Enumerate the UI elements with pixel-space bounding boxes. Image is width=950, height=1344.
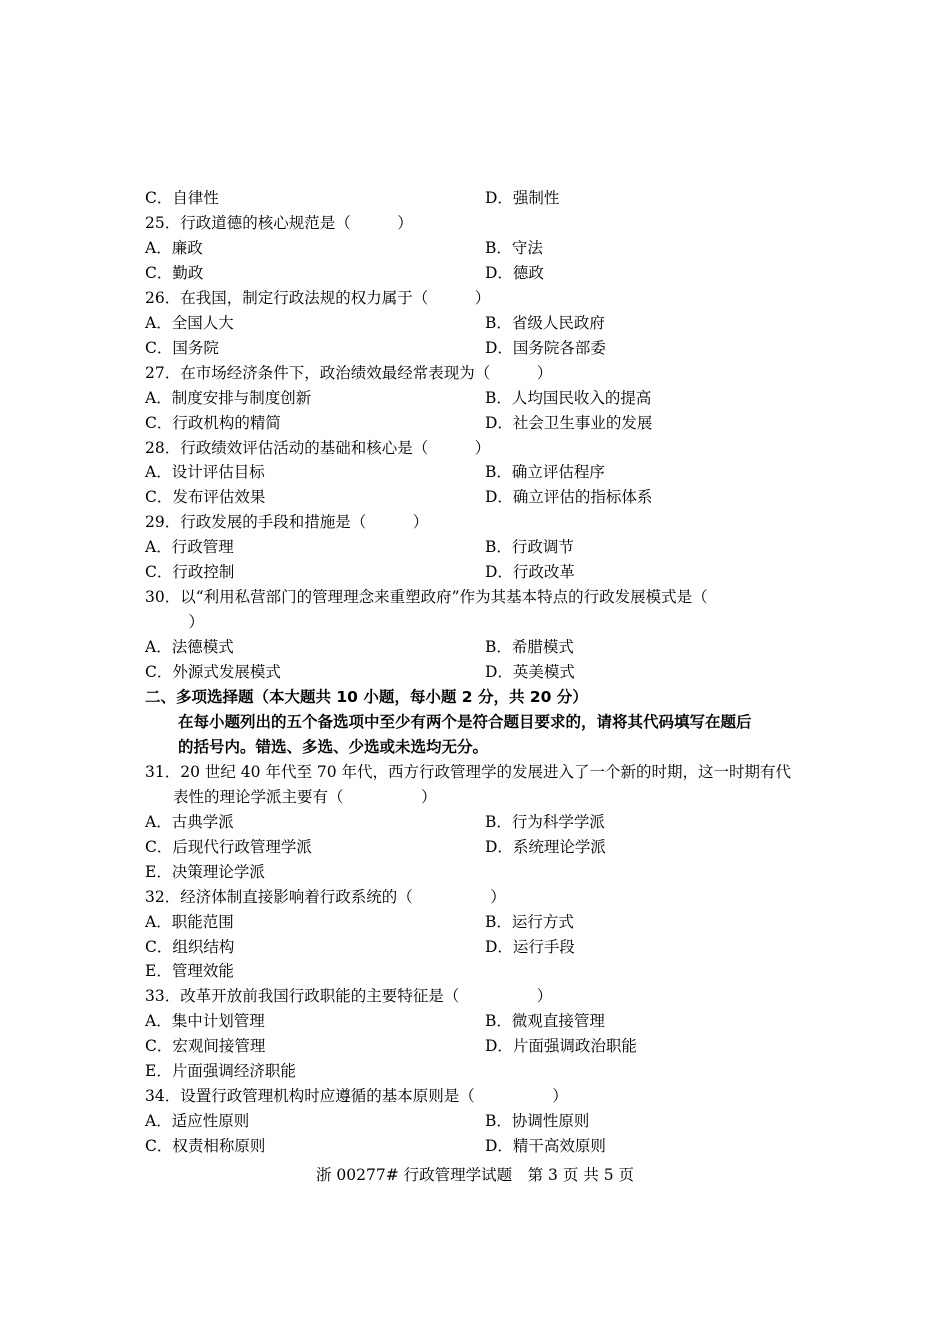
option-right: B．省级人民政府 — [485, 313, 605, 332]
option-left: A．行政管理 — [145, 538, 234, 557]
section-heading: 二、多项选择题（本大题共 10 小题，每小题 2 分，共 20 分） — [145, 688, 588, 706]
option-left: C．勤政 — [145, 263, 204, 282]
option-right: D．精干高效原则 — [485, 1137, 606, 1156]
option-left: C．发布评估效果 — [145, 488, 266, 507]
option-left: A．适应性原则 — [145, 1112, 250, 1131]
option-row — [145, 935, 815, 960]
option-row — [145, 485, 815, 510]
option-row — [145, 1059, 815, 1084]
option-row — [145, 560, 815, 585]
question-stem: 33．改革开放前我国行政职能的主要特征是（ ） — [145, 987, 553, 1006]
option-left: E．片面强调经济职能 — [145, 1062, 296, 1081]
question-stem: 26．在我国，制定行政法规的权力属于（ ） — [145, 288, 491, 307]
option-row — [145, 311, 815, 336]
option-row — [145, 1109, 815, 1134]
option-right: B．确立评估程序 — [485, 463, 605, 482]
option-row — [145, 236, 815, 261]
option-right: D．运行手段 — [485, 937, 575, 956]
question-stem: 27．在市场经济条件下，政治绩效最经常表现为（ ） — [145, 363, 553, 382]
option-right: D．德政 — [485, 263, 544, 282]
question-stem: 34．设置行政管理机构时应遵循的基本原则是（ ） — [145, 1087, 568, 1106]
option-row — [145, 336, 815, 361]
section-instructions: 的括号内。错选、多选、少选或未选均无分。 — [178, 737, 489, 756]
option-row — [145, 1034, 815, 1059]
option-left: A．古典学派 — [145, 812, 234, 831]
option-right: D．系统理论学派 — [485, 837, 606, 856]
option-row — [145, 411, 815, 436]
option-right: B．协调性原则 — [485, 1112, 590, 1131]
option-right: D．国务院各部委 — [485, 338, 606, 357]
option-row — [145, 186, 815, 211]
option-left: C．行政控制 — [145, 563, 235, 582]
option-row — [145, 835, 815, 860]
option-right: D．社会卫生事业的发展 — [485, 413, 653, 432]
option-right: D．行政改革 — [485, 563, 575, 582]
option-row — [145, 910, 815, 935]
option-left: A．全国人大 — [145, 313, 234, 332]
option-left: E．决策理论学派 — [145, 862, 265, 881]
question-stem-continuation: 表性的理论学派主要有（ ） — [173, 787, 437, 806]
option-left: A．廉政 — [145, 238, 203, 257]
option-row — [145, 460, 815, 485]
question-stem: 25．行政道德的核心规范是（ ） — [145, 213, 413, 232]
option-right: B．运行方式 — [485, 912, 574, 931]
question-stem-continuation: ） — [173, 613, 205, 632]
option-right: D．确立评估的指标体系 — [485, 488, 653, 507]
option-row — [145, 860, 815, 885]
option-right: B．希腊模式 — [485, 638, 574, 657]
option-row — [145, 959, 815, 984]
option-row — [145, 261, 815, 286]
option-row — [145, 810, 815, 835]
question-stem: 32．经济体制直接影响着行政系统的（ ） — [145, 887, 506, 906]
option-right: B．微观直接管理 — [485, 1012, 605, 1031]
option-left: A．职能范围 — [145, 912, 234, 931]
option-right: D．英美模式 — [485, 663, 575, 682]
question-stem: 29．行政发展的手段和措施是（ ） — [145, 513, 429, 532]
option-right: B．行为科学学派 — [485, 812, 605, 831]
option-left: E．管理效能 — [145, 962, 234, 981]
option-left: C．行政机构的精简 — [145, 413, 281, 432]
option-left: C．外源式发展模式 — [145, 663, 281, 682]
option-left: C．自律性 — [145, 189, 219, 207]
option-row — [145, 535, 815, 560]
question-stem: 28．行政绩效评估活动的基础和核心是（ ） — [145, 438, 491, 457]
question-stem: 31．20 世纪 40 年代至 70 年代，西方行政管理学的发展进入了一个新的时期，这一时期有代 — [145, 762, 792, 781]
option-left: C．宏观间接管理 — [145, 1037, 266, 1056]
section-instructions: 在每小题列出的五个备选项中至少有两个是符合题目要求的，请将其代码填写在题后 — [178, 712, 752, 731]
option-left: A．法德模式 — [145, 638, 234, 657]
option-left: A．制度安排与制度创新 — [145, 388, 312, 407]
option-row — [145, 1009, 815, 1034]
option-row — [145, 660, 815, 685]
option-right: D．强制性 — [485, 189, 560, 207]
option-left: C．组织结构 — [145, 937, 235, 956]
option-row — [145, 386, 815, 411]
option-left: A．设计评估目标 — [145, 463, 265, 482]
option-left: C．国务院 — [145, 338, 219, 357]
option-left: C．后现代行政管理学派 — [145, 837, 312, 856]
option-left: C．权责相称原则 — [145, 1137, 266, 1156]
option-left: A．集中计划管理 — [145, 1012, 265, 1031]
option-right: D．片面强调政治职能 — [485, 1037, 637, 1056]
option-right: B．守法 — [485, 238, 543, 257]
page-footer: 浙 00277# 行政管理学试题 第 3 页 共 5 页 — [315, 1166, 634, 1184]
option-row — [145, 635, 815, 660]
option-row — [145, 1134, 815, 1159]
question-stem: 30．以“利用私营部门的管理理念来重塑政府”作为其基本特点的行政发展模式是（ — [145, 588, 708, 607]
option-right: B．行政调节 — [485, 538, 574, 557]
option-right: B．人均国民收入的提高 — [485, 388, 652, 407]
